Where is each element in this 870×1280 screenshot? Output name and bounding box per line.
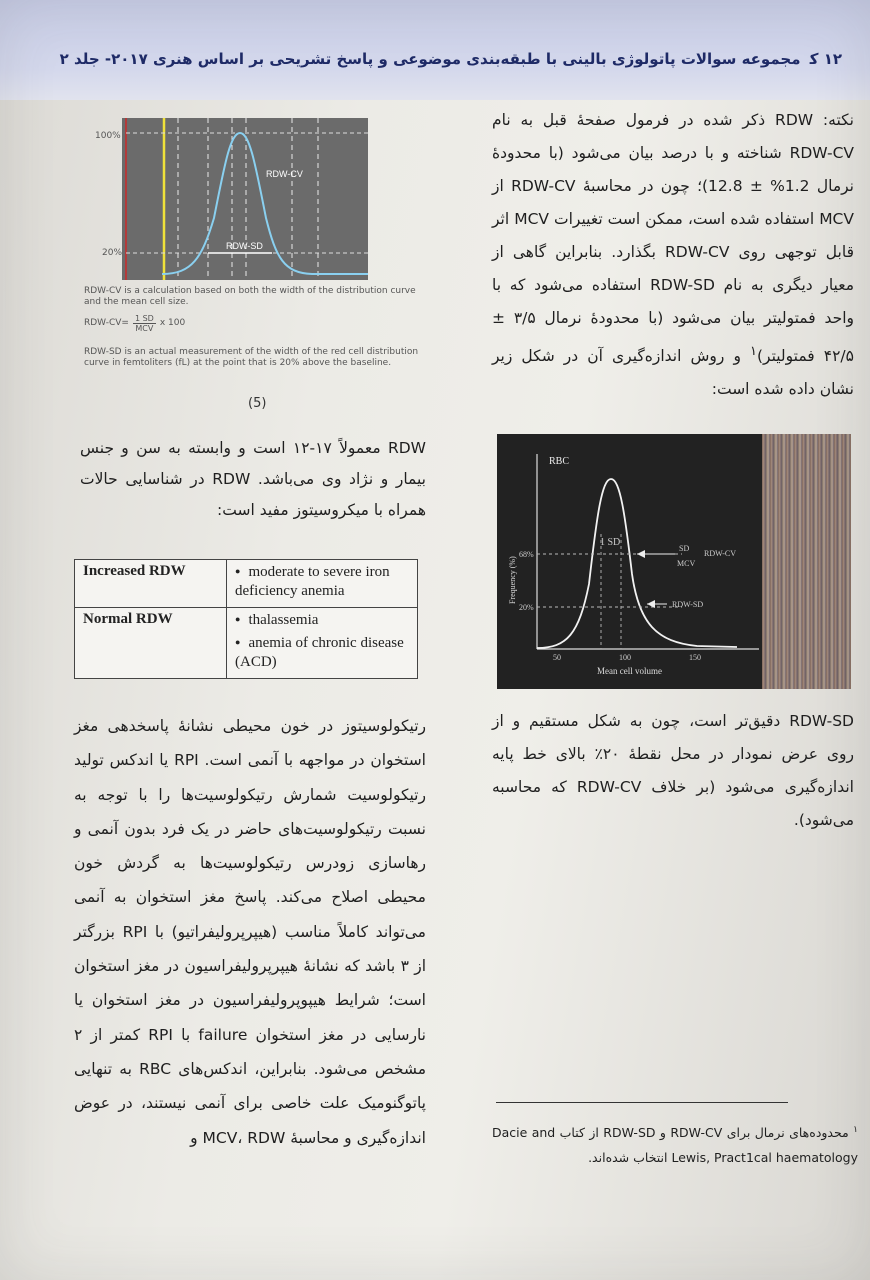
formula-rhs: x 100 <box>159 318 186 328</box>
sd-label: 1 SD <box>600 537 621 548</box>
rdw-cv-text: RDW-CV <box>704 549 736 558</box>
bullet-icon: ● <box>235 614 241 624</box>
bullet-icon: ● <box>235 637 241 647</box>
book-title: مجموعه سوالات پاتولوژی بالینی با طبقه‌بندی موضوعی و پاسخ تشریحی بر اساس هنری ۲۰۱۷- جلد ۲ <box>59 50 801 68</box>
publisher-logo: ﮐ <box>809 50 819 68</box>
tick-label-100: 100 <box>619 653 631 662</box>
tick-label-50: 50 <box>553 653 561 662</box>
bullet-icon: ● <box>235 566 241 576</box>
list-item-text: anemia of chronic disease (ACD) <box>235 635 404 670</box>
rdw-cv-label: RDW-CV <box>266 169 303 179</box>
reticulocyte-paragraph: رتیکولوسیتوز در خون محیطی نشانهٔ پاسخدهی مغز استخوان در مواجهه با آنمی است. RPI یا اندکس تولید رتیکولوسیت شمارش رتیکولوسیت‌ها را با توجه به نسبت رتیکولوسیت‌های حاضر در یک فرد بدون آنمی و رهاسازی زودرس رتیکولوسیت‌ها به گردش خون محیطی اصلاح می‌کند. پاسخ مغز استخوان به آنمی می‌تواند کاملاً مناسب (هیپرپرولیفراتیو) با RPI بزرگتر از ۳ باشد که نشانهٔ هیپرپرولیفراسیون در مغز استخوان است؛ شرایط هیپوپرولیفراسیون در مغز استخوان یا نارسایی در مغز استخوان failure با RPI کمتر از ۲ مشخص می‌شود. بنابراین، اندکس‌های RBC به تنهایی پاتوگنومیک علت خاصی برای آنمی نیستند، در عوض اندازه‌گیری و محاسبهٔ MCV، RDW و <box>74 717 427 1147</box>
figure-number: (5) <box>248 396 267 411</box>
formula-lhs: RDW-CV= <box>84 318 129 328</box>
curve-label: RBC <box>549 456 570 467</box>
tick-label-150: 150 <box>689 653 701 662</box>
rdw-sd-label: RDW-SD <box>226 241 263 251</box>
note-text-end: و روش اندازه‌گیری آن در شکل زیر نشان داده شده است: <box>492 347 854 399</box>
formula-numerator: 1 SD <box>134 314 154 323</box>
list-item-text: moderate to severe iron deficiency anemia <box>235 564 390 599</box>
footnote-mark: ۱ <box>853 1125 859 1135</box>
tick-label-68: 68% <box>519 550 534 559</box>
x-axis-label: Mean cell volume <box>597 666 662 676</box>
page-number: ۱۲ <box>823 50 842 68</box>
caption-rdw-sd: RDW-SD is an actual measurement of the width of the red cell distribution curve in femtoliters (fL) at the point that is 20% above the baseline. <box>84 347 419 368</box>
rdw-sd-paragraph: RDW-SD دقیق‌تر است، چون به شکل مستقیم و از روی عرض نمودار در محل نقطهٔ ۲۰٪ بالای خط پایه اندازه‌گیری می‌شود (بر خلاف RDW-CV که محاسبه می‌شود). <box>492 712 855 829</box>
tick-label-20: 20% <box>519 603 534 612</box>
row-head-increased: Increased RDW <box>75 560 227 608</box>
formula-denominator: MCV <box>135 324 154 333</box>
tick-20-label: 20% <box>102 248 123 258</box>
sd-text: SD <box>679 544 690 553</box>
rdw-paragraph: RDW معمولاً ۱۷-۱۲ است و وابسته به سن و جنس بیمار و نژاد وی می‌باشد. RDW در شناسایی حالات همراه با میکروسیتوز مفید است: <box>80 439 426 519</box>
mcv-text: MCV <box>677 559 696 568</box>
y-axis-label: Frequency (%) <box>508 556 517 604</box>
footnote-reference: ۱ <box>750 344 757 359</box>
row-head-normal: Normal RDW <box>75 608 227 679</box>
rdw-sd-text: RDW-SD <box>672 600 704 609</box>
caption-rdw-cv: RDW-CV is a calculation based on both the width of the distribution curve and the mean cell size. <box>84 286 416 307</box>
tick-100-label: 100% <box>95 131 121 141</box>
footnote-text: محدوده‌های نرمال برای RDW-CV و RDW-SD از کتاب Dacie and Lewis, Pract1cal haematology انتخاب شده‌اند. <box>492 1125 858 1166</box>
note-text: نکته: RDW ذکر شده در فرمول صفحهٔ قبل به نام RDW-CV شناخته و با درصد بیان می‌شود (با محدودهٔ نرمال 1.2% ± 12.8)؛ چون در محاسبهٔ RDW-CV از MCV استفاده شده است، ممکن است تغییرات MCV اثر قابل توجهی روی RDW-CV بگذارد. بنابراین گاهی از معیار دیگری به نام RDW-SD استفاده می‌شود که با واحد فمتولیتر بیان می‌شود (با محدودهٔ نرمال ۳/۵ ± ۴۲/۵ فمتولیتر) <box>492 111 854 366</box>
list-item-text: thalassemia <box>248 612 319 628</box>
